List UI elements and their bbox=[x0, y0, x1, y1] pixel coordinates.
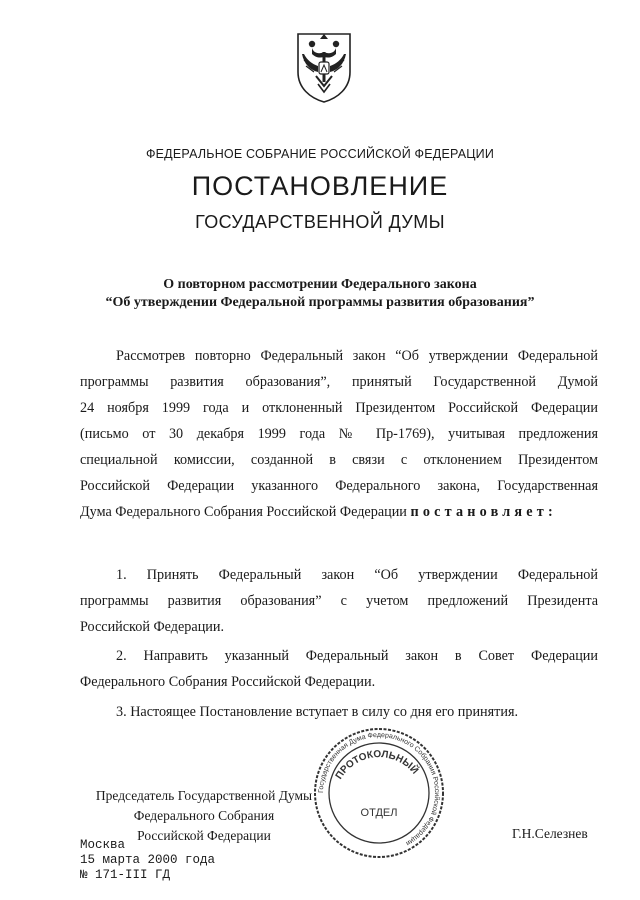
preamble-line: специальной комиссии, созданной в связи с отклонением Президентом bbox=[80, 452, 598, 468]
chair-line: Председатель Государственной Думы bbox=[95, 788, 313, 803]
preamble-line: Рассмотрев повторно Федеральный закон “Об утверждении Федеральной bbox=[116, 348, 598, 364]
chair-title bbox=[84, 786, 324, 846]
coat-of-arms-icon bbox=[292, 30, 356, 104]
preamble-line: программы развития образования”, принятый Государственной Думой bbox=[80, 374, 598, 390]
resolution-heading bbox=[40, 276, 600, 312]
footer-number: № 171-III ГД bbox=[80, 868, 171, 882]
item-line: программы развития образования” с учетом предложений Президента bbox=[80, 593, 598, 609]
item-line: Российской Федерации. bbox=[80, 619, 225, 635]
organization-name: ФЕДЕРАЛЬНОЕ СОБРАНИЕ РОССИЙСКОЙ ФЕДЕРАЦИИ bbox=[145, 147, 495, 161]
item-line: 2. Направить указанный Федеральный закон в Совет Федерации bbox=[116, 648, 598, 664]
heading-line: “Об утверждении Федеральной программы развития образования” bbox=[105, 295, 535, 310]
stamp-arc-text: ПРОТОКОЛЬНЫЙ bbox=[333, 749, 421, 782]
stamp-outer-text: Государственная Дума Федерального Собрания Российской Федерации bbox=[317, 731, 441, 847]
signer-name: Г.Н.Селезнев bbox=[512, 826, 588, 841]
chair-line: Российской Федерации bbox=[137, 828, 271, 843]
document-title: ПОСТАНОВЛЕНИЕ bbox=[191, 171, 449, 201]
item-line: 1. Принять Федеральный закон “Об утверждении Федеральной bbox=[116, 567, 598, 583]
footer-date: 15 марта 2000 года bbox=[80, 853, 216, 867]
preamble-last-line bbox=[80, 504, 598, 530]
stamp-center-text: ОТДЕЛ bbox=[360, 807, 398, 819]
official-stamp bbox=[312, 726, 446, 860]
preamble-line: (письмо от 30 декабря 1999 года № Пр-1769), учитывая предложения bbox=[80, 426, 598, 442]
item-line: Федерального Собрания Российской Федерации. bbox=[80, 674, 376, 690]
preamble-line: 24 ноября 1999 года и отклоненный Президентом Российской Федерации bbox=[80, 400, 598, 416]
preamble-line: Дума Федерального Собрания Российской Федерации bbox=[80, 504, 407, 520]
item-line: 3. Настоящее Постановление вступает в силу со дня его принятия. bbox=[116, 704, 519, 720]
chair-line: Федерального Собрания bbox=[133, 808, 275, 823]
document-subtitle: ГОСУДАРСТВЕННОЙ ДУМЫ bbox=[195, 212, 445, 232]
heading-line: О повторном рассмотрении Федерального закона bbox=[163, 277, 477, 292]
document-footer bbox=[80, 838, 280, 883]
footer-city: Москва bbox=[80, 838, 126, 852]
resolves-word: постановляет: bbox=[410, 504, 557, 520]
preamble-line: Российской Федерации указанного Федерального закона, Государственная bbox=[80, 478, 598, 494]
